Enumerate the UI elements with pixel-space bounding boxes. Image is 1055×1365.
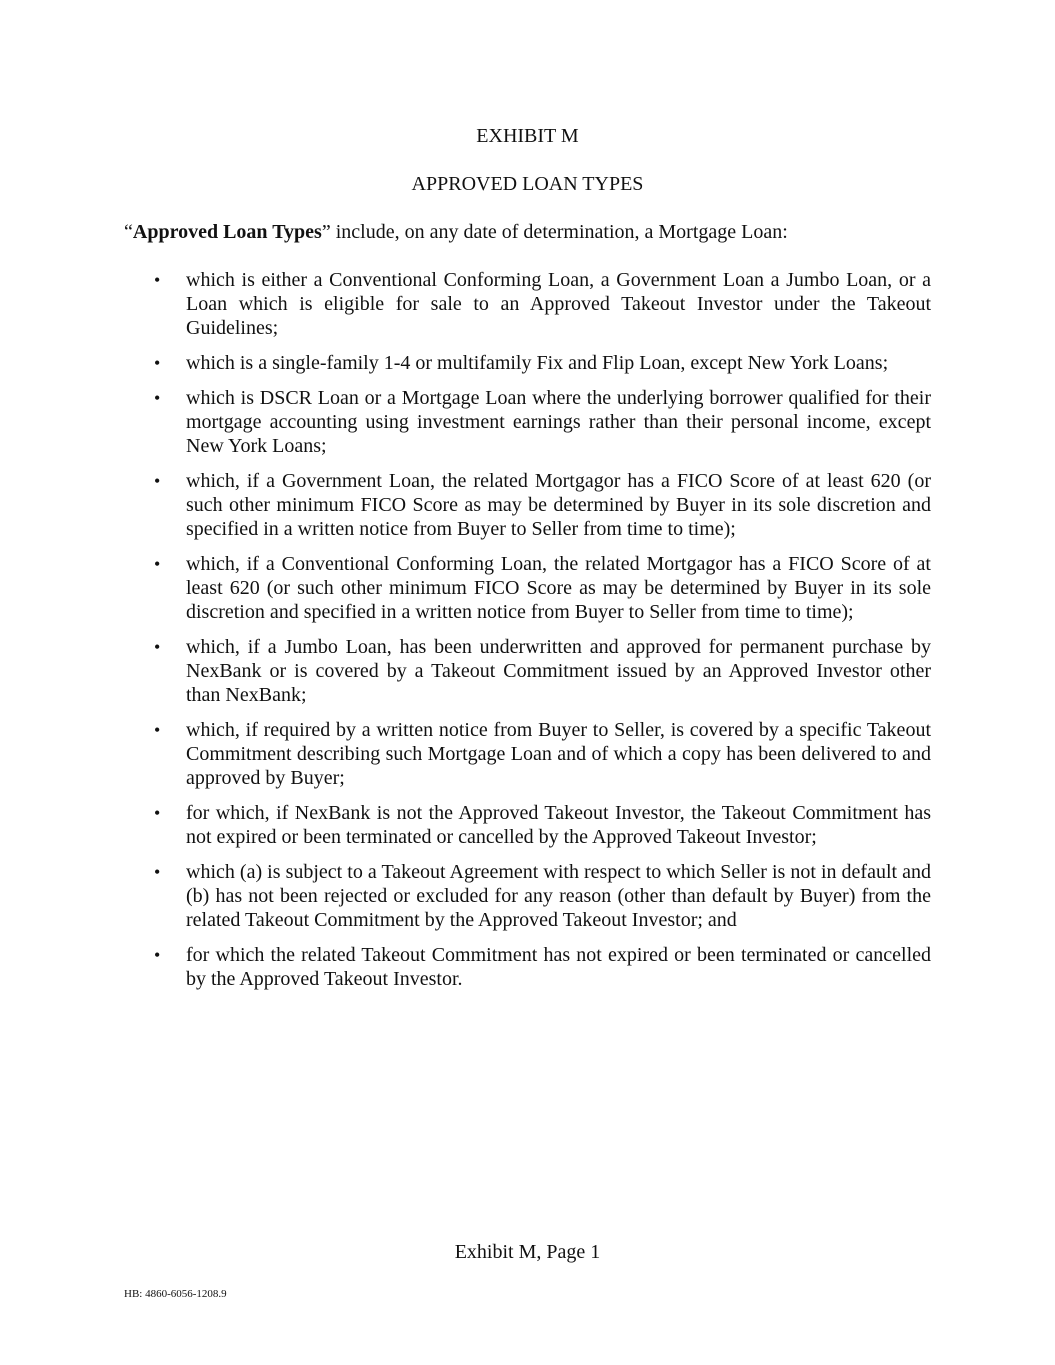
- list-item: [124, 801, 931, 849]
- list-item: [124, 469, 931, 541]
- list-item: [124, 718, 931, 790]
- list-item-text: which (a) is subject to a Takeout Agreement with respect to which Seller is not in default and (b) has not been rejected or excluded for any reason (other than default by Buyer) from the related Takeout Commitment by the Approved Takeout Investor; and: [186, 861, 931, 931]
- list-item: [124, 351, 931, 375]
- intro-text: ” include, on any date of determination, a Mortgage Loan:: [321, 221, 788, 243]
- list-item-text: which is DSCR Loan or a Mortgage Loan where the underlying borrower qualified for their mortgage accounting using investment earnings rather than their personal income, except New York Loans;: [186, 387, 931, 457]
- list-item-text: which, if required by a written notice from Buyer to Seller, is covered by a specific Takeout Commitment describing such Mortgage Loan and of which a copy has been delivered to and approved by Buyer;: [186, 719, 931, 789]
- bullet-icon: •: [154, 353, 161, 373]
- list-item-text: which, if a Government Loan, the related Mortgagor has a FICO Score of at least 620 (or such other minimum FICO Score as may be determined by Buyer in its sole discretion and specified in a written notice from Buyer to Seller from time to time);: [186, 470, 931, 540]
- list-item-text: for which the related Takeout Commitment has not expired or been terminated or cancelled by the Approved Takeout Investor.: [186, 944, 931, 990]
- list-item-text: which is a single-family 1-4 or multifamily Fix and Flip Loan, except New York Loans;: [186, 352, 889, 374]
- list-item: [124, 943, 931, 991]
- bullet-icon: •: [154, 803, 161, 823]
- list-item: [124, 860, 931, 932]
- list-item-text: which is either a Conventional Conforming Loan, a Government Loan a Jumbo Loan, or a Loan which is eligible for sale to an Approved Takeout Investor under the Takeout Guidelines;: [186, 269, 931, 339]
- bullet-icon: •: [154, 554, 161, 574]
- list-item-text: which, if a Conventional Conforming Loan, the related Mortgagor has a FICO Score of at least 620 (or such other minimum FICO Score as may be determined by Buyer in its sole discretion and specified in a written notice from Buyer to Seller from time to time);: [186, 553, 931, 623]
- defined-term: Approved Loan Types: [132, 221, 322, 243]
- exhibit-subheading: APPROVED LOAN TYPES: [411, 173, 644, 195]
- list-item: [124, 268, 931, 340]
- bullet-icon: •: [154, 637, 161, 657]
- page-number-footer: Exhibit M, Page 1: [454, 1241, 601, 1263]
- exhibit-heading: EXHIBIT M: [476, 125, 579, 147]
- list-item-text: which, if a Jumbo Loan, has been underwritten and approved for permanent purchase by NexBank or is covered by a Takeout Commitment issued by an Approved Investor other than NexBank;: [186, 636, 931, 706]
- intro-open-quote: “: [124, 221, 133, 243]
- bullet-icon: •: [154, 862, 161, 882]
- document-id-footer: HB: 4860-6056-1208.9: [124, 1288, 227, 1300]
- list-item-text: for which, if NexBank is not the Approved Takeout Investor, the Takeout Commitment has not expired or been terminated or cancelled by the Approved Takeout Investor;: [186, 802, 931, 848]
- bullet-icon: •: [154, 471, 161, 491]
- bullet-icon: •: [154, 720, 161, 740]
- list-item: [124, 552, 931, 624]
- list-item: [124, 386, 931, 458]
- bullet-list: [124, 268, 931, 1002]
- bullet-icon: •: [154, 270, 161, 290]
- intro-paragraph: [124, 220, 934, 244]
- list-item: [124, 635, 931, 707]
- bullet-icon: •: [154, 388, 161, 408]
- bullet-icon: •: [154, 945, 161, 965]
